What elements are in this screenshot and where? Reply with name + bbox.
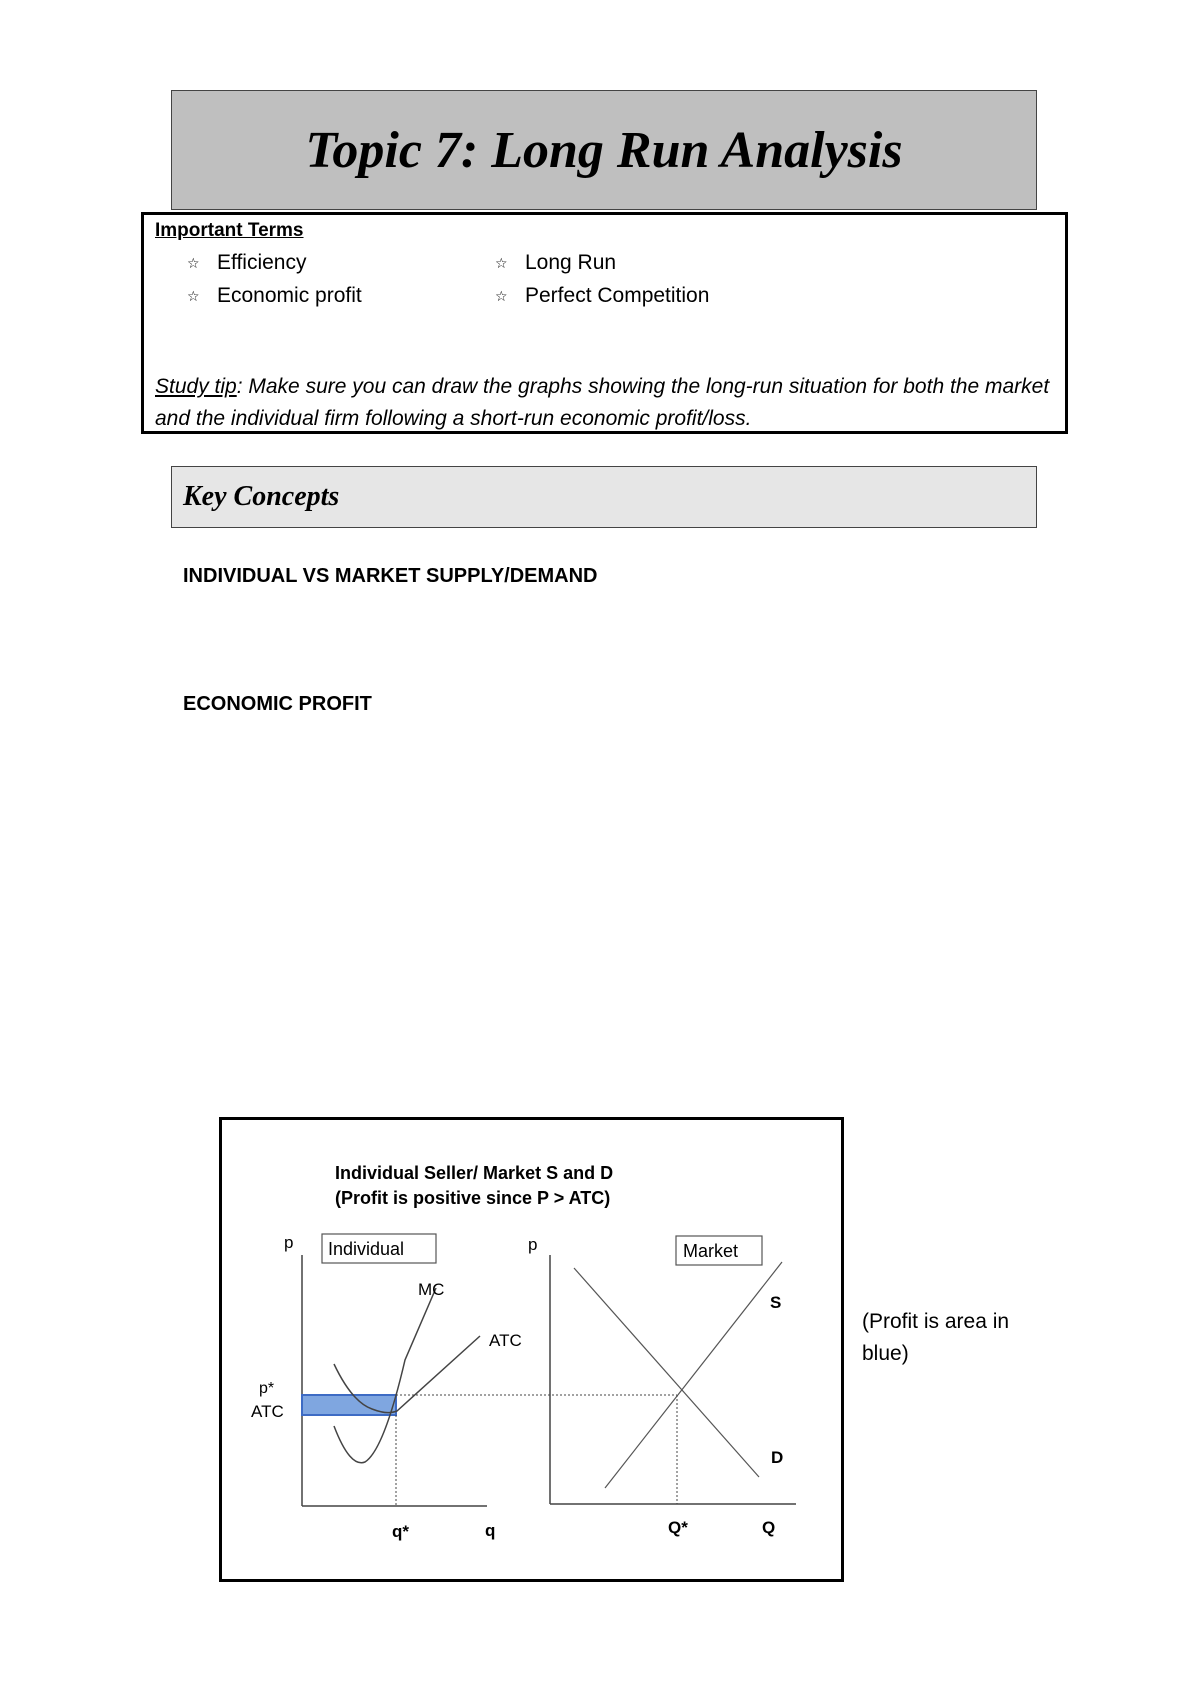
key-concepts-title: Key Concepts [183, 481, 340, 512]
study-tip-text: : Make sure you can draw the graphs showing the long-run situation for both the market and the individual firm following a short-run economic profit/loss. [155, 375, 1050, 430]
p-star-label: p* [259, 1380, 275, 1397]
term-label: Efficiency [217, 251, 307, 274]
section-heading-supply-demand: INDIVIDUAL VS MARKET SUPPLY/DEMAND [183, 565, 598, 587]
individual-p-label: p [284, 1233, 294, 1252]
atc-axis-label: ATC [251, 1402, 284, 1421]
term-item [495, 284, 709, 308]
individual-q-label: q [485, 1521, 496, 1540]
study-tip [155, 371, 1051, 435]
mc-label: MC [418, 1280, 445, 1299]
star-icon: ☆ [187, 287, 200, 304]
supply-curve [605, 1262, 782, 1488]
demand-label: D [771, 1448, 784, 1467]
demand-curve [574, 1268, 759, 1477]
profit-note: (Profit is area in blue) [862, 1310, 1010, 1365]
market-box-label: Market [683, 1241, 739, 1261]
term-item [495, 251, 616, 275]
supply-label: S [770, 1293, 782, 1312]
term-item [187, 284, 362, 308]
star-icon: ☆ [495, 287, 508, 304]
atc-label: ATC [489, 1331, 522, 1350]
term-item [187, 251, 307, 275]
Q-star-label: Q* [668, 1518, 688, 1537]
terms-heading: Important Terms [155, 220, 304, 241]
key-concepts-banner [171, 466, 1037, 528]
title-banner [171, 90, 1037, 210]
study-tip-label: Study tip [155, 375, 237, 398]
term-label: Economic profit [217, 284, 362, 307]
market-p-label: p [528, 1235, 538, 1254]
individual-box-label: Individual [328, 1239, 405, 1259]
term-label: Long Run [525, 251, 617, 274]
q-star-label: q* [392, 1522, 409, 1541]
figure-title-line2: (Profit is positive since P > ATC) [335, 1188, 611, 1208]
profit-figure [219, 1117, 844, 1582]
mc-curve [334, 1288, 436, 1463]
section-heading-economic-profit: ECONOMIC PROFIT [183, 693, 372, 715]
figure-title-line1: Individual Seller/ Market S and D [335, 1163, 614, 1183]
star-icon: ☆ [495, 254, 508, 271]
figure-svg [222, 1120, 841, 1579]
market-q-label: Q [762, 1518, 776, 1537]
star-icon: ☆ [187, 254, 200, 271]
important-terms-box [141, 212, 1068, 434]
page-title: Topic 7: Long Run Analysis [305, 121, 903, 179]
term-label: Perfect Competition [525, 284, 710, 307]
